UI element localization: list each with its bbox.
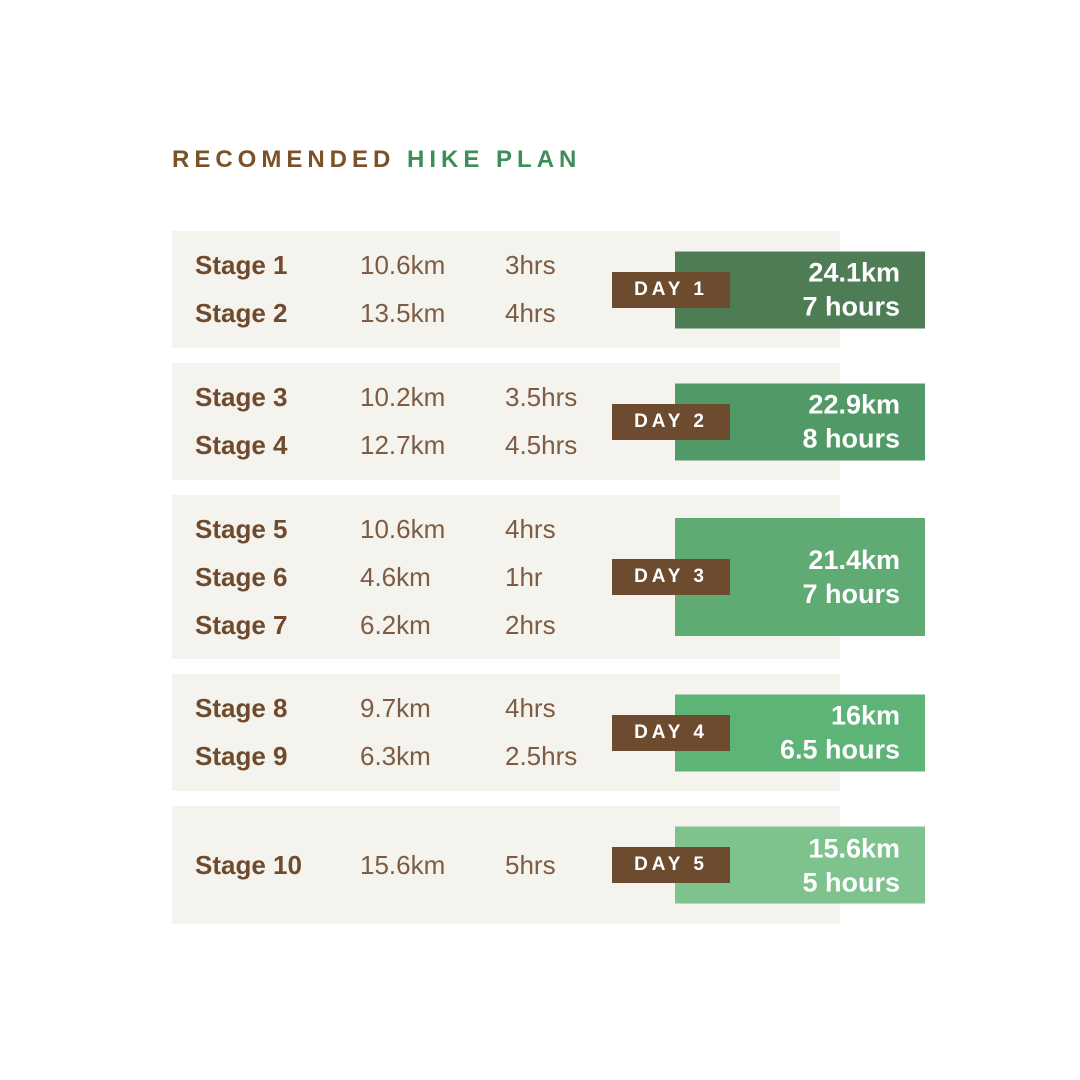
day-2-row <box>172 363 900 480</box>
day-4-row <box>172 674 900 791</box>
stage-name: Stage 8 <box>195 693 288 723</box>
stage-name: Stage 10 <box>195 849 302 880</box>
day-total-distance: 16km <box>830 700 900 731</box>
day-total-time: 7 hours <box>802 579 900 609</box>
day-sections <box>172 231 900 924</box>
stage-name: Stage 7 <box>195 609 288 640</box>
day-4-badge: DAY 4 <box>612 715 730 751</box>
day-5-row <box>172 806 900 924</box>
day-1-row <box>172 231 900 348</box>
stage-time: 4hrs <box>505 513 556 544</box>
stage-distance: 6.2km <box>360 609 431 640</box>
stage-distance: 10.6km <box>360 250 446 280</box>
stage-name: Stage 5 <box>195 513 288 544</box>
day-total-distance: 22.9km <box>808 389 900 420</box>
stage-distance: 10.6km <box>360 513 446 544</box>
page-title-recommended: RECOMENDED <box>172 146 396 173</box>
day-total-time: 6.5 hours <box>779 734 900 765</box>
stage-time: 5hrs <box>505 849 556 880</box>
stage-name: Stage 2 <box>195 298 288 328</box>
stage-time: 4hrs <box>505 298 556 328</box>
stage-time: 4.5hrs <box>505 430 578 460</box>
stage-time: 3.5hrs <box>505 382 578 412</box>
page-title-hike-plan: HIKE PLAN <box>407 146 582 173</box>
stage-distance: 13.5km <box>360 298 446 328</box>
stage-distance: 4.6km <box>360 561 431 592</box>
stage-name: Stage 9 <box>195 741 288 771</box>
stage-time: 2hrs <box>505 609 556 640</box>
day-total-time: 7 hours <box>802 291 900 322</box>
day-5-badge: DAY 5 <box>612 847 730 883</box>
day-total-distance: 21.4km <box>808 545 900 575</box>
stage-time: 2.5hrs <box>505 741 578 771</box>
stage-distance: 6.3km <box>360 741 431 771</box>
stage-time: 1hr <box>505 561 543 592</box>
stage-name: Stage 1 <box>195 250 288 280</box>
page-title <box>172 146 1080 174</box>
day-total-time: 8 hours <box>802 423 900 454</box>
day-3-badge: DAY 3 <box>612 559 730 595</box>
stage-name: Stage 3 <box>195 382 288 412</box>
stage-distance: 10.2km <box>360 382 446 412</box>
stage-time: 3hrs <box>505 250 556 280</box>
stage-name: Stage 6 <box>195 561 288 592</box>
stage-name: Stage 4 <box>195 430 288 460</box>
day-total-distance: 15.6km <box>808 833 900 863</box>
stage-distance: 15.6km <box>360 849 446 880</box>
stage-distance: 12.7km <box>360 430 446 460</box>
day-total-distance: 24.1km <box>808 257 900 288</box>
day-3-row <box>172 495 900 659</box>
stage-distance: 9.7km <box>360 693 431 723</box>
day-total-time: 5 hours <box>802 867 900 897</box>
day-2-badge: DAY 2 <box>612 404 730 440</box>
day-1-badge: DAY 1 <box>612 272 730 308</box>
stage-time: 4hrs <box>505 693 556 723</box>
